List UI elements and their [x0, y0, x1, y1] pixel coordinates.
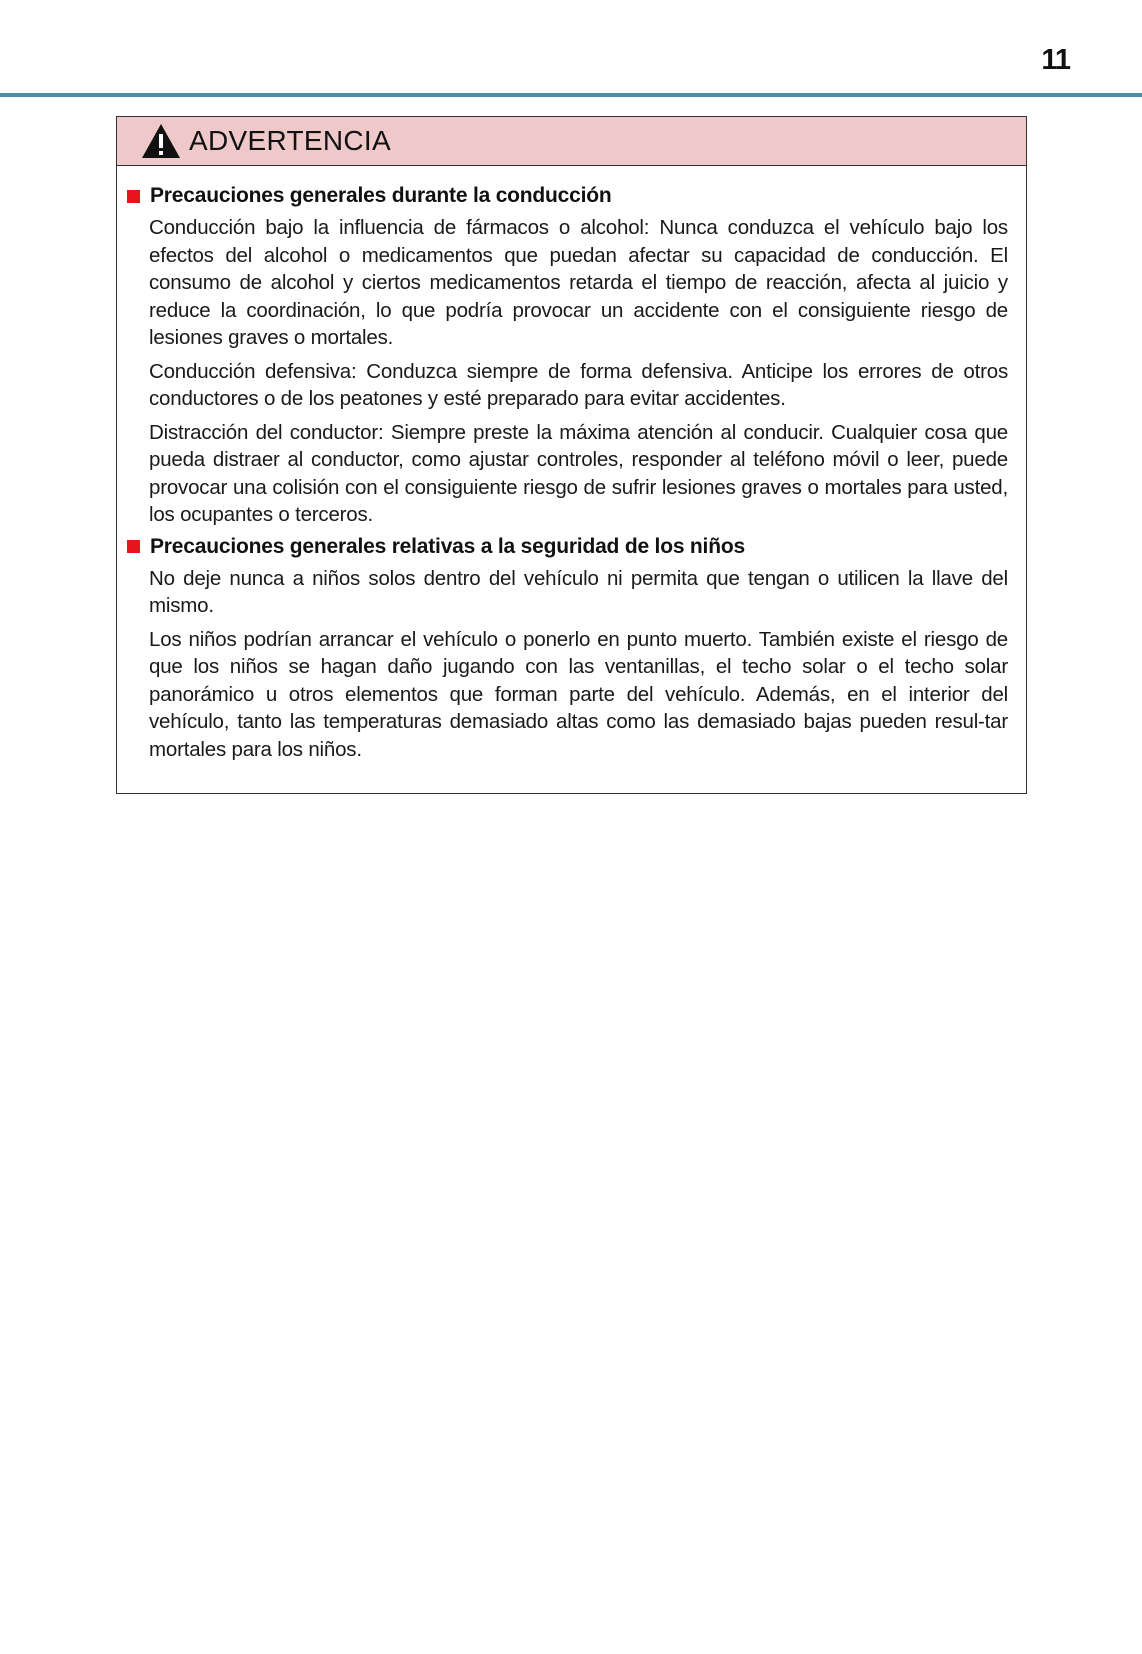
- section-heading-text: Precauciones generales relativas a la seguridad de los niños: [150, 534, 745, 558]
- warning-triangle-icon: [141, 123, 181, 159]
- section-heading: [127, 184, 1008, 208]
- section-heading: [127, 535, 1008, 559]
- page-number: 11: [1041, 44, 1070, 76]
- section-child-safety: [127, 535, 1008, 764]
- red-square-bullet-icon: [127, 540, 140, 553]
- warning-title: ADVERTENCIA: [189, 125, 391, 156]
- red-square-bullet-icon: [127, 190, 140, 203]
- section-heading-text: Precauciones generales durante la conducción: [150, 184, 612, 207]
- paragraph: No deje nunca a niños solos dentro del vehículo ni permita que tengan o utilicen la llave del mismo.: [149, 566, 1008, 617]
- section-driving-precautions: [127, 184, 1008, 529]
- warning-body: [117, 166, 1026, 793]
- paragraph: Conducción bajo la influencia de fármacos o alcohol: Nunca conduzca el vehículo bajo los efectos del alcohol o medicamentos que puedan afectar su capacidad de conducción. El consumo de alcohol y ciertos medicamentos retarda el tiempo de reacción, afecta al juicio y reduce la coordinación, lo que podría provocar un accidente con el consiguiente riesgo de lesiones graves o mortales.: [149, 216, 1008, 349]
- warning-header: [117, 117, 1026, 166]
- header-rule: [0, 93, 1142, 97]
- warning-box: [116, 116, 1027, 794]
- paragraph: Los niños podrían arrancar el vehículo o ponerlo en punto muerto. También existe el riesgo de que los niños se hagan daño jugando con las ventanillas, el techo solar o el techo solar panorámico u otros elementos que forman parte del vehículo. Además, en el interior del vehículo, tanto las temperaturas demasiado altas como las demasiado bajas pueden resul-tar mortales para los niños.: [149, 627, 1008, 761]
- paragraph: Conducción defensiva: Conduzca siempre de forma defensiva. Anticipe los errores de otros conductores o de los peatones y esté preparado para evitar accidentes.: [149, 359, 1008, 410]
- paragraph: Distracción del conductor: Siempre preste la máxima atención al conducir. Cualquier cosa que pueda distraer al conductor, como ajustar controles, responder al teléfono móvil o leer, puede provocar una colisión con el consiguiente riesgo de sufrir lesiones graves o mortales para usted, los ocupantes o terceros.: [149, 420, 1008, 526]
